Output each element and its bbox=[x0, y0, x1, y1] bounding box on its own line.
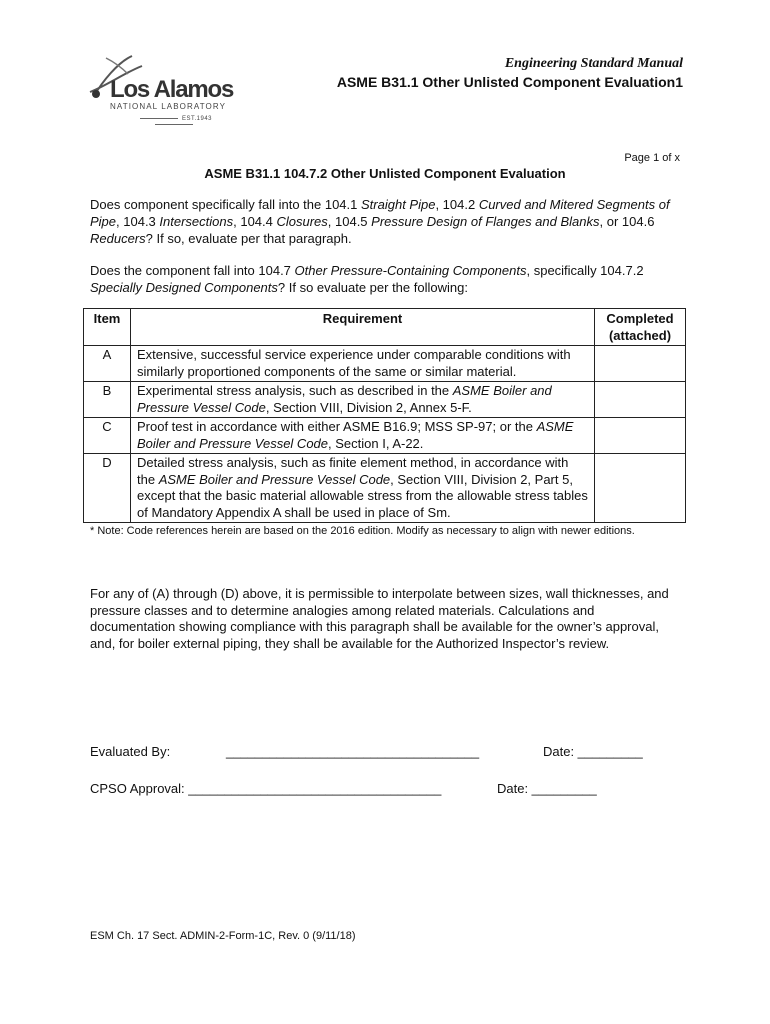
cpso-date-field[interactable]: Date: _________ bbox=[497, 781, 597, 796]
code-reference-note: * Note: Code references herein are based on the 2016 edition. Modify as necessary to align with newer editions. bbox=[90, 525, 635, 537]
row-requirement: Extensive, successful service experience under comparable conditions with similarly proportioned components of the same or similar material. bbox=[131, 346, 595, 382]
lanl-logo bbox=[88, 52, 238, 128]
row-requirement: Experimental stress analysis, such as described in the ASME Boiler and Pressure Vessel Code, Section VIII, Division 2, Annex 5-F. bbox=[131, 382, 595, 418]
document-title: ASME B31.1 104.7.2 Other Unlisted Component Evaluation bbox=[204, 166, 566, 181]
page-number: Page 1 of x bbox=[624, 152, 680, 164]
row-item: B bbox=[84, 382, 131, 418]
logo-subtitle: NATIONAL LABORATORY bbox=[110, 102, 227, 111]
completed-cell[interactable] bbox=[595, 346, 686, 382]
evaluated-date-field[interactable]: Date: _________ bbox=[543, 744, 643, 759]
table-header-row bbox=[84, 309, 686, 346]
table-row bbox=[84, 346, 686, 382]
header-title: ASME B31.1 Other Unlisted Component Evaluation1 bbox=[336, 74, 683, 90]
completed-cell[interactable] bbox=[595, 382, 686, 418]
row-requirement: Detailed stress analysis, such as finite element method, in accordance with the ASME Boiler and Pressure Vessel Code, Section VIII, Division 2, Part 5, except that the basic material allowable stress from the allowable stress tables of Mandatory Appendix A shall be used in place of Sm. bbox=[131, 454, 595, 523]
row-requirement: Proof test in accordance with either ASME B16.9; MSS SP-97; or the ASME Boiler and Pressure Vessel Code, Section I, A-22. bbox=[131, 418, 595, 454]
evaluated-by-label: Evaluated By: bbox=[90, 744, 171, 759]
table-row bbox=[84, 382, 686, 418]
interpolation-paragraph: For any of (A) through (D) above, it is permissible to interpolate between sizes, wall thicknesses, and pressure classes and to determine analogies among related materials. Calculations and documentation showing compliance with this paragraph shall be available for the owner’s approval, and, for boiler external piping, they shall be available for the Authorized Inspector’s review. bbox=[90, 586, 669, 651]
logo-established: EST.1943 bbox=[114, 116, 234, 128]
requirements-table bbox=[83, 308, 686, 523]
header-completed: Completed (attached) bbox=[595, 309, 686, 346]
completed-cell[interactable] bbox=[595, 454, 686, 523]
table-row bbox=[84, 454, 686, 523]
completed-cell[interactable] bbox=[595, 418, 686, 454]
row-item: C bbox=[84, 418, 131, 454]
evaluated-by-signature-line[interactable]: ___________________________________ bbox=[226, 744, 480, 759]
cpso-approval-signature-line[interactable]: CPSO Approval: ___________________________________ bbox=[90, 781, 442, 796]
intro-paragraph-1: Does component specifically fall into the 104.1 Straight Pipe, 104.2 Curved and Mitered Segments of Pipe, 104.3 Intersections, 104.4 Closures, 104.5 Pressure Design of Flanges and Blanks, or 104.6 Reducers? If so, evaluate per that paragraph. bbox=[90, 197, 670, 246]
intro-paragraph-2: Does the component fall into 104.7 Other Pressure-Containing Components, specifically 104.7.2 Specially Designed Components? If so evaluate per the following: bbox=[90, 263, 644, 295]
row-item: A bbox=[84, 346, 131, 382]
header-requirement: Requirement bbox=[131, 309, 595, 346]
header-item: Item bbox=[84, 309, 131, 346]
table-row bbox=[84, 418, 686, 454]
manual-name: Engineering Standard Manual bbox=[504, 56, 683, 71]
document-footer: ESM Ch. 17 Sect. ADMIN-2-Form-1C, Rev. 0 (9/11/18) bbox=[90, 930, 356, 942]
row-item: D bbox=[84, 454, 131, 523]
logo-name: Los Alamos bbox=[110, 76, 234, 103]
